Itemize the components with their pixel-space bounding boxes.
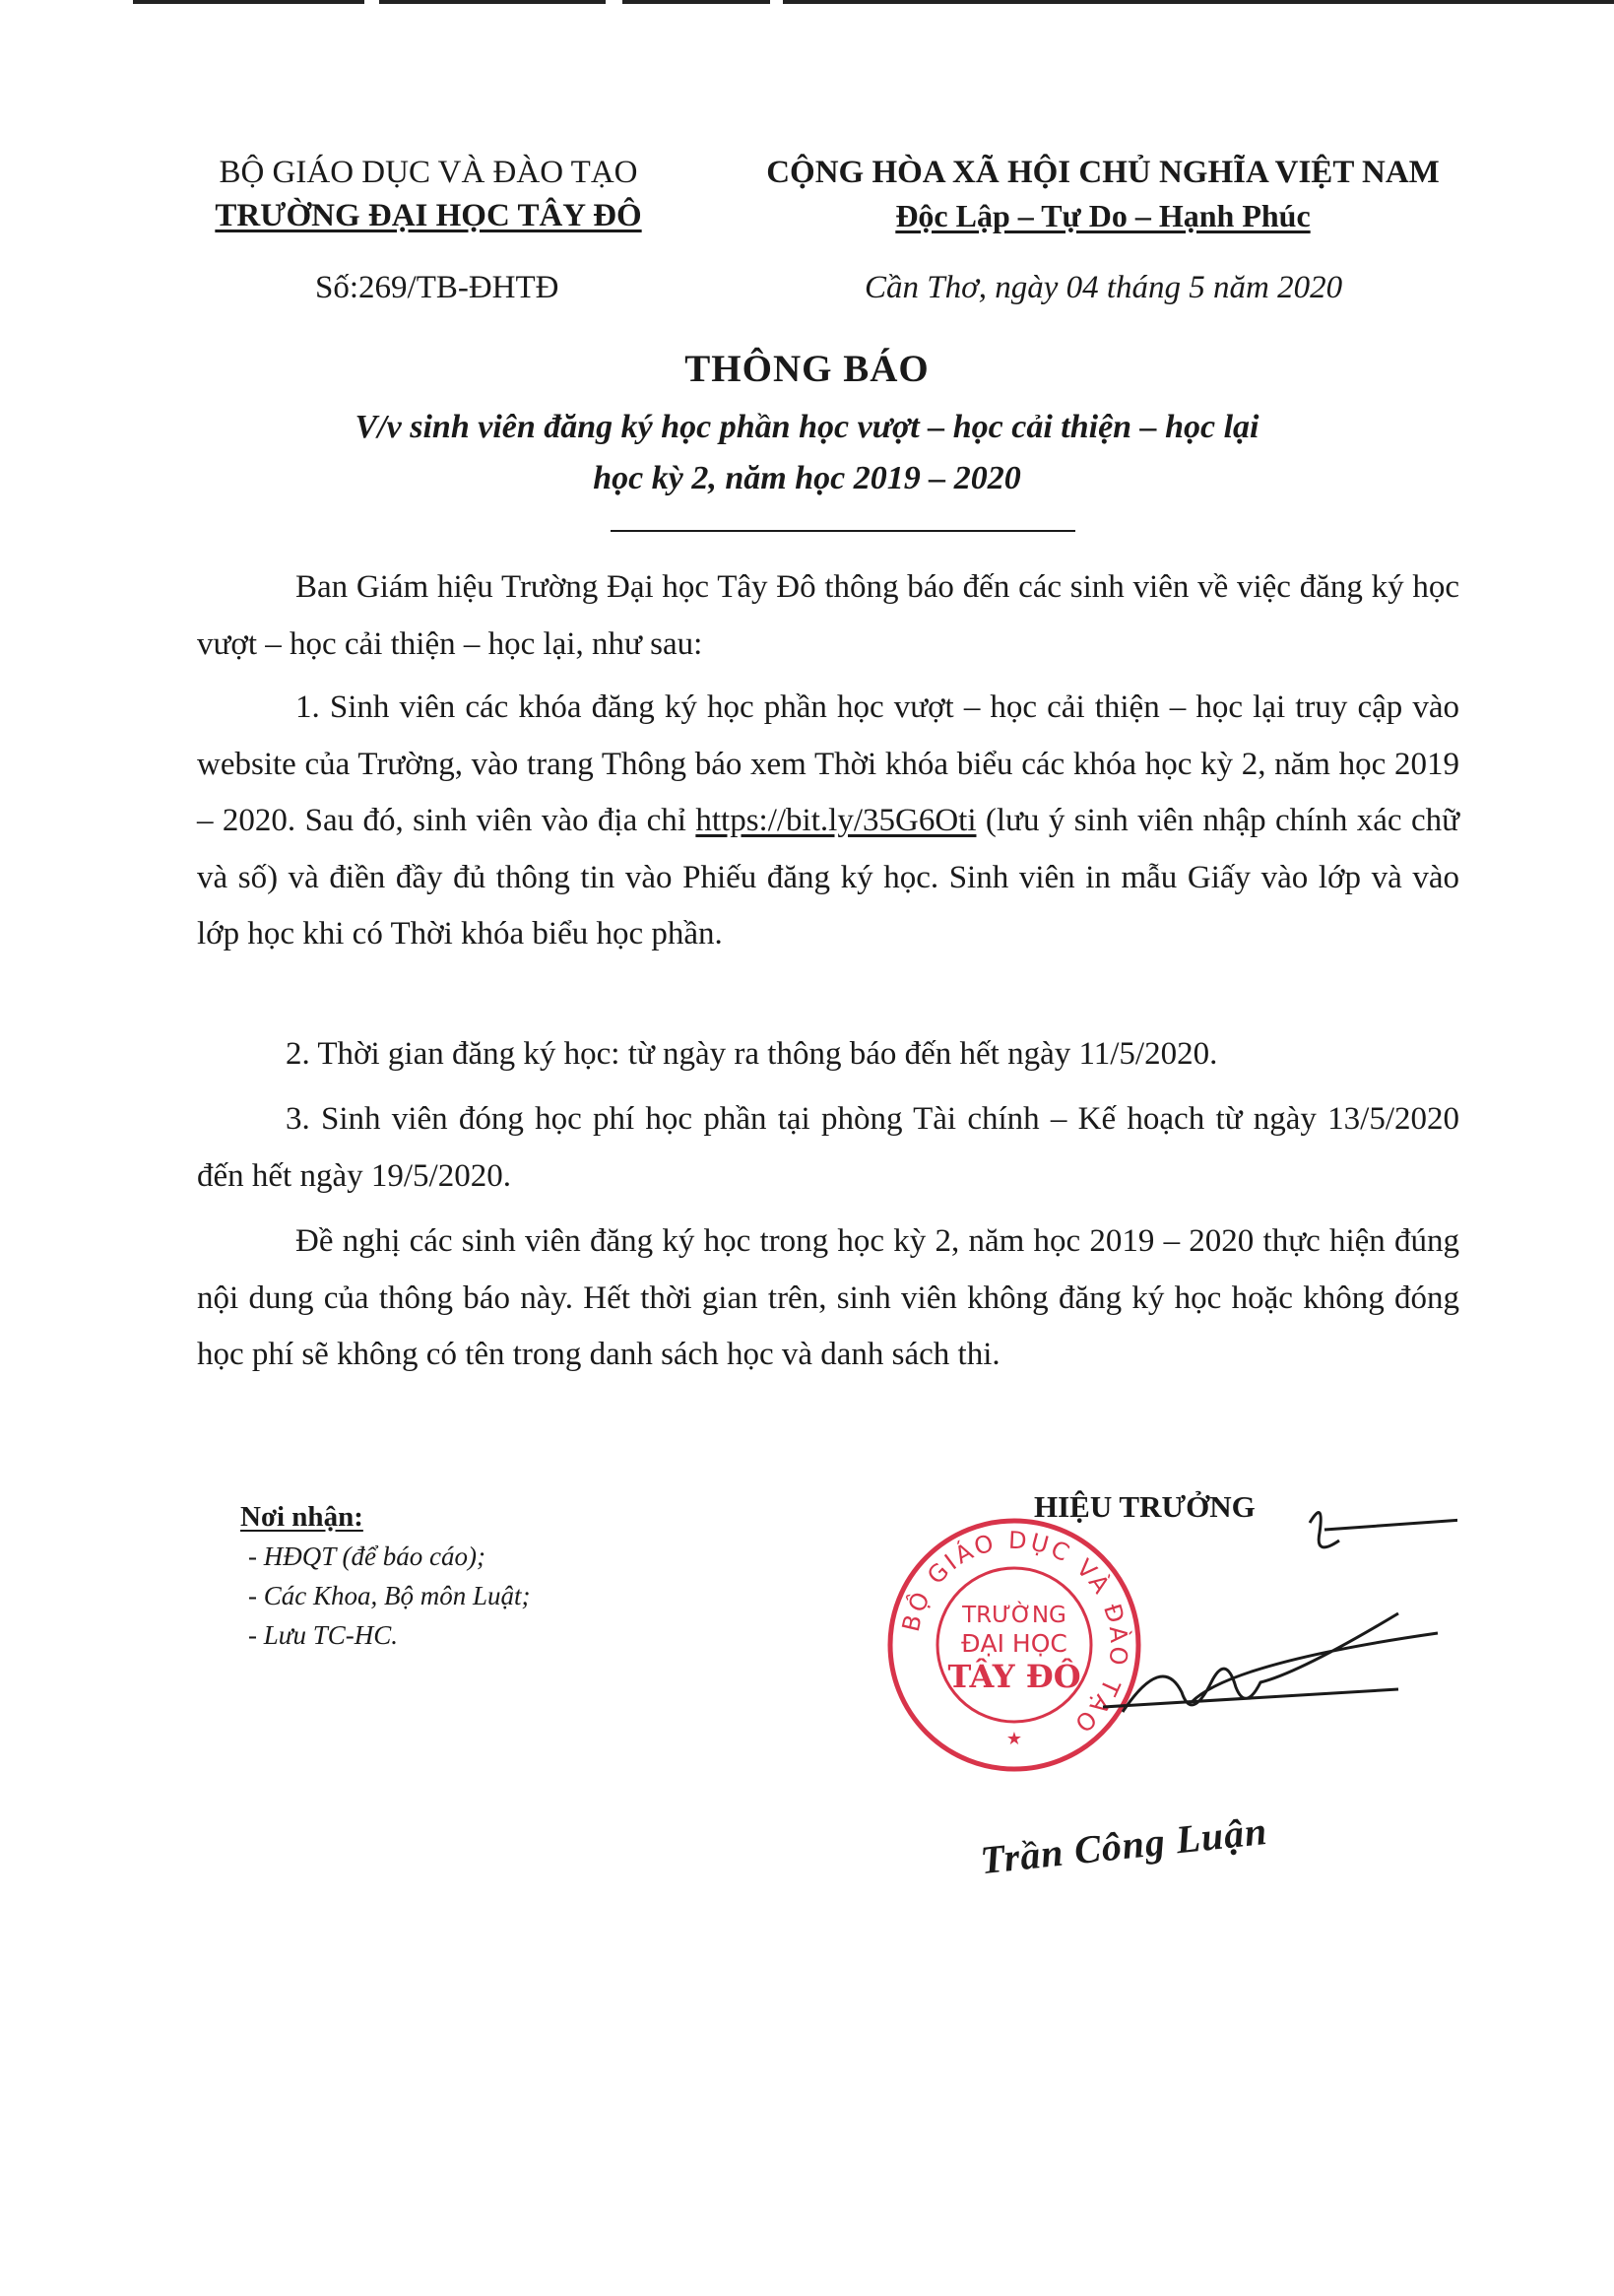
- recipient-item: - HĐQT (để báo cáo);: [248, 1542, 485, 1571]
- signer-title: HIỆU TRƯỞNG: [1034, 1489, 1256, 1524]
- svg-text:BỘ GIÁO DỤC VÀ ĐÀO TẠO: BỘ GIÁO DỤC VÀ ĐÀO TẠO: [896, 1526, 1133, 1740]
- ministry-name: BỘ GIÁO DỤC VÀ ĐÀO TẠO: [219, 155, 638, 190]
- motto: Độc Lập – Tự Do – Hạnh Phúc: [895, 198, 1311, 233]
- subject-line-2: học kỳ 2, năm học 2019 – 2020: [593, 460, 1021, 496]
- registration-link[interactable]: https://bit.ly/35G6Oti: [695, 803, 977, 838]
- header-right: [719, 151, 1487, 237]
- closing-paragraph: Đề nghị các sinh viên đăng ký học trong học kỳ 2, năm học 2019 – 2020 thực hiện đúng nội dung của thông báo này. Hết thời gian trên, sinh viên không đăng ký học hoặc không đóng học phí sẽ không có tên trong danh sách học và danh sách thi.: [197, 1223, 1459, 1372]
- intro-paragraph: Ban Giám hiệu Trường Đại học Tây Đô thông báo đến các sinh viên về việc đăng ký học vượt – học cải thiện – học lại, như sau:: [197, 569, 1459, 662]
- title-divider: [611, 530, 1075, 532]
- country-name: CỘNG HÒA XÃ HỘI CHỦ NGHĨA VIỆT NAM: [766, 155, 1440, 190]
- svg-text:★: ★: [1005, 1729, 1023, 1749]
- school-name: TRƯỜNG ĐẠI HỌC TÂY ĐÔ: [215, 198, 642, 233]
- svg-text:TÂY ĐÔ: TÂY ĐÔ: [947, 1658, 1081, 1695]
- scan-edge: [379, 0, 606, 4]
- svg-text:ĐẠI HỌC: ĐẠI HỌC: [961, 1629, 1067, 1658]
- scan-edge: [622, 0, 770, 4]
- recipients-block: [240, 1497, 531, 1655]
- page-title: THÔNG BÁO: [684, 348, 930, 390]
- document-number: Số:269/TB-ĐHTĐ: [315, 270, 559, 305]
- subject-line-1: V/v sinh viên đăng ký học phần học vượt – học cải thiện – học lại: [355, 409, 1259, 445]
- scan-edge: [783, 0, 1614, 4]
- item-1-paragraph: 1. Sinh viên các khóa đăng ký học phần học vượt – học cải thiện – học lại truy cập vào website của Trường, vào trang Thông báo xem Thời khóa biểu các khóa học kỳ 2, năm học 2019 – 2020. Sau đó, sinh viên vào địa chỉ https://bit.ly/35G6Oti (lưu ý sinh viên nhập chính xác chữ và số) và điền đầy đủ thông tin vào Phiếu đăng ký học. Sinh viên in mẫu Giấy vào lớp và vào lớp học khi có Thời khóa biểu học phần.: [197, 689, 1459, 951]
- recipient-item: - Lưu TC-HC.: [248, 1620, 399, 1650]
- item-2-paragraph: 2. Thời gian đăng ký học: từ ngày ra thông báo đến hết ngày 11/5/2020.: [286, 1036, 1218, 1072]
- svg-text:TRƯỜNG: TRƯỜNG: [962, 1603, 1066, 1628]
- scan-edge: [133, 0, 364, 4]
- place-date: Cần Thơ, ngày 04 tháng 5 năm 2020: [865, 270, 1343, 305]
- recipient-item: - Các Khoa, Bộ môn Luật;: [248, 1581, 531, 1610]
- recipients-label: Nơi nhận:: [240, 1501, 363, 1533]
- header-left: [212, 151, 645, 237]
- item-3-paragraph: 3. Sinh viên đóng học phí học phần tại phòng Tài chính – Kế hoạch từ ngày 13/5/2020 đến hết ngày 19/5/2020.: [197, 1101, 1459, 1194]
- signer-name: Trần Công Luận: [978, 1807, 1270, 1883]
- signature-scribble: [1044, 1495, 1457, 1732]
